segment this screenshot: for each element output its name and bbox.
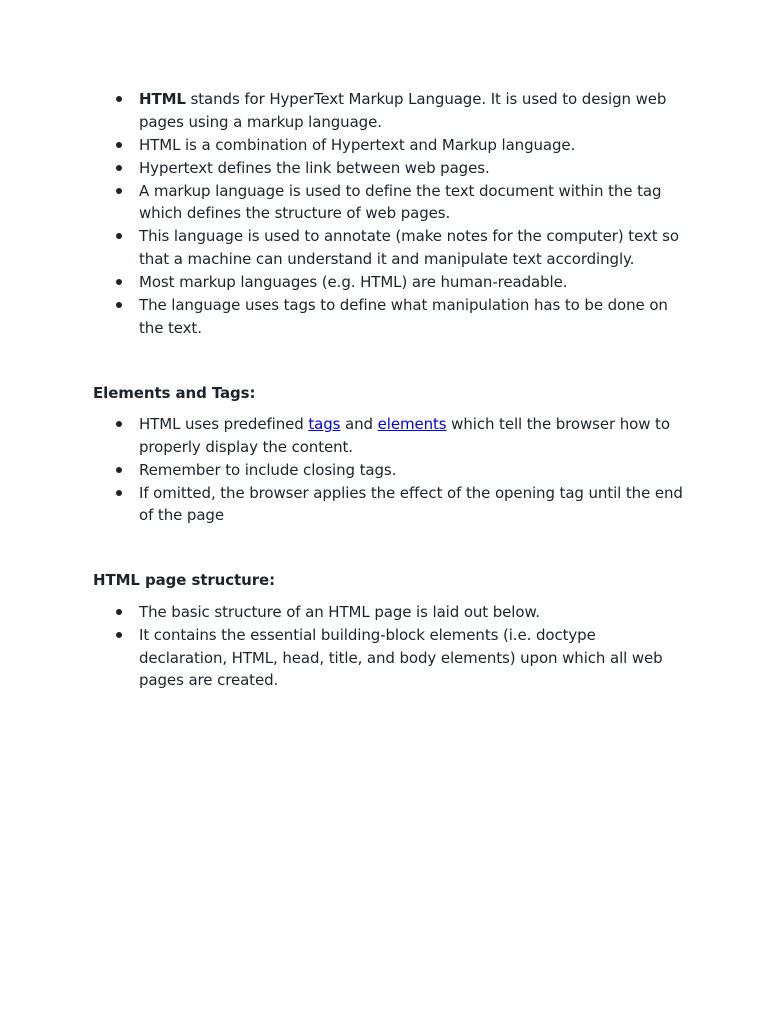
heading-spacer bbox=[93, 592, 683, 601]
list-item bbox=[93, 88, 683, 133]
list-item bbox=[93, 134, 683, 157]
list-item bbox=[93, 294, 683, 339]
list-item-text: Most markup languages (e.g. HTML) are human-readable. bbox=[139, 272, 568, 291]
list-item-text: If omitted, the browser applies the effect of the opening tag until the end of the page bbox=[139, 483, 683, 525]
bullet-icon bbox=[116, 467, 122, 473]
list-item bbox=[93, 601, 683, 624]
list-item-text: The language uses tags to define what manipulation has to be done on the text. bbox=[139, 296, 668, 337]
list-item-text: and bbox=[340, 415, 378, 434]
bullet-icon bbox=[116, 142, 122, 148]
section-spacer bbox=[93, 340, 683, 382]
intro-list bbox=[93, 88, 683, 339]
list-item bbox=[93, 413, 683, 458]
bullet-icon bbox=[116, 279, 122, 285]
tags-link[interactable]: tags bbox=[308, 415, 341, 434]
section-spacer bbox=[93, 527, 683, 569]
document-content bbox=[93, 88, 683, 692]
list-item bbox=[93, 271, 683, 294]
heading-spacer bbox=[93, 404, 683, 413]
bullet-icon bbox=[116, 96, 122, 102]
list-item-text: HTML is a combination of Hypertext and Markup language. bbox=[139, 135, 576, 154]
elements-link[interactable]: elements bbox=[377, 415, 447, 434]
bullet-icon bbox=[116, 421, 122, 427]
list-item bbox=[93, 459, 683, 482]
bullet-icon bbox=[116, 233, 122, 239]
page-structure-heading: HTML page structure: bbox=[93, 571, 275, 590]
list-item-text: This language is used to annotate (make notes for the computer) text so that a machine can understand it and manipulate text accordingly. bbox=[139, 227, 679, 268]
elements-list bbox=[93, 413, 683, 527]
list-item bbox=[93, 482, 683, 527]
list-item bbox=[93, 624, 683, 692]
list-item bbox=[93, 225, 683, 270]
elements-and-tags-heading: Elements and Tags: bbox=[93, 383, 256, 402]
list-item-text: A markup language is used to define the text document within the tag which defines the structure of web pages. bbox=[139, 181, 662, 223]
structure-list bbox=[93, 601, 683, 692]
list-item-text: HTML uses predefined bbox=[139, 415, 309, 434]
bullet-icon bbox=[116, 609, 122, 615]
list-item bbox=[93, 180, 683, 225]
list-item-text: The basic structure of an HTML page is laid out below. bbox=[139, 602, 540, 621]
list-item-text: Remember to include closing tags. bbox=[139, 460, 397, 479]
list-item bbox=[93, 157, 683, 180]
bullet-icon bbox=[116, 632, 122, 638]
list-item-text: which tell the browser how to properly display the content. bbox=[139, 415, 670, 456]
bullet-icon bbox=[116, 165, 122, 171]
bullet-icon bbox=[116, 302, 122, 308]
bullet-icon bbox=[116, 188, 122, 194]
bullet-icon bbox=[116, 490, 122, 496]
list-item-text: It contains the essential building-block elements (i.e. doctype declaration, HTML, head, title, and body elements) upon which all web pages are created. bbox=[139, 626, 663, 690]
list-item-text: Hypertext defines the link between web pages. bbox=[139, 158, 490, 177]
html-term: HTML bbox=[139, 90, 186, 108]
list-item-text: stands for HyperText Markup Language. It is used to design web pages using a markup language. bbox=[139, 90, 667, 131]
